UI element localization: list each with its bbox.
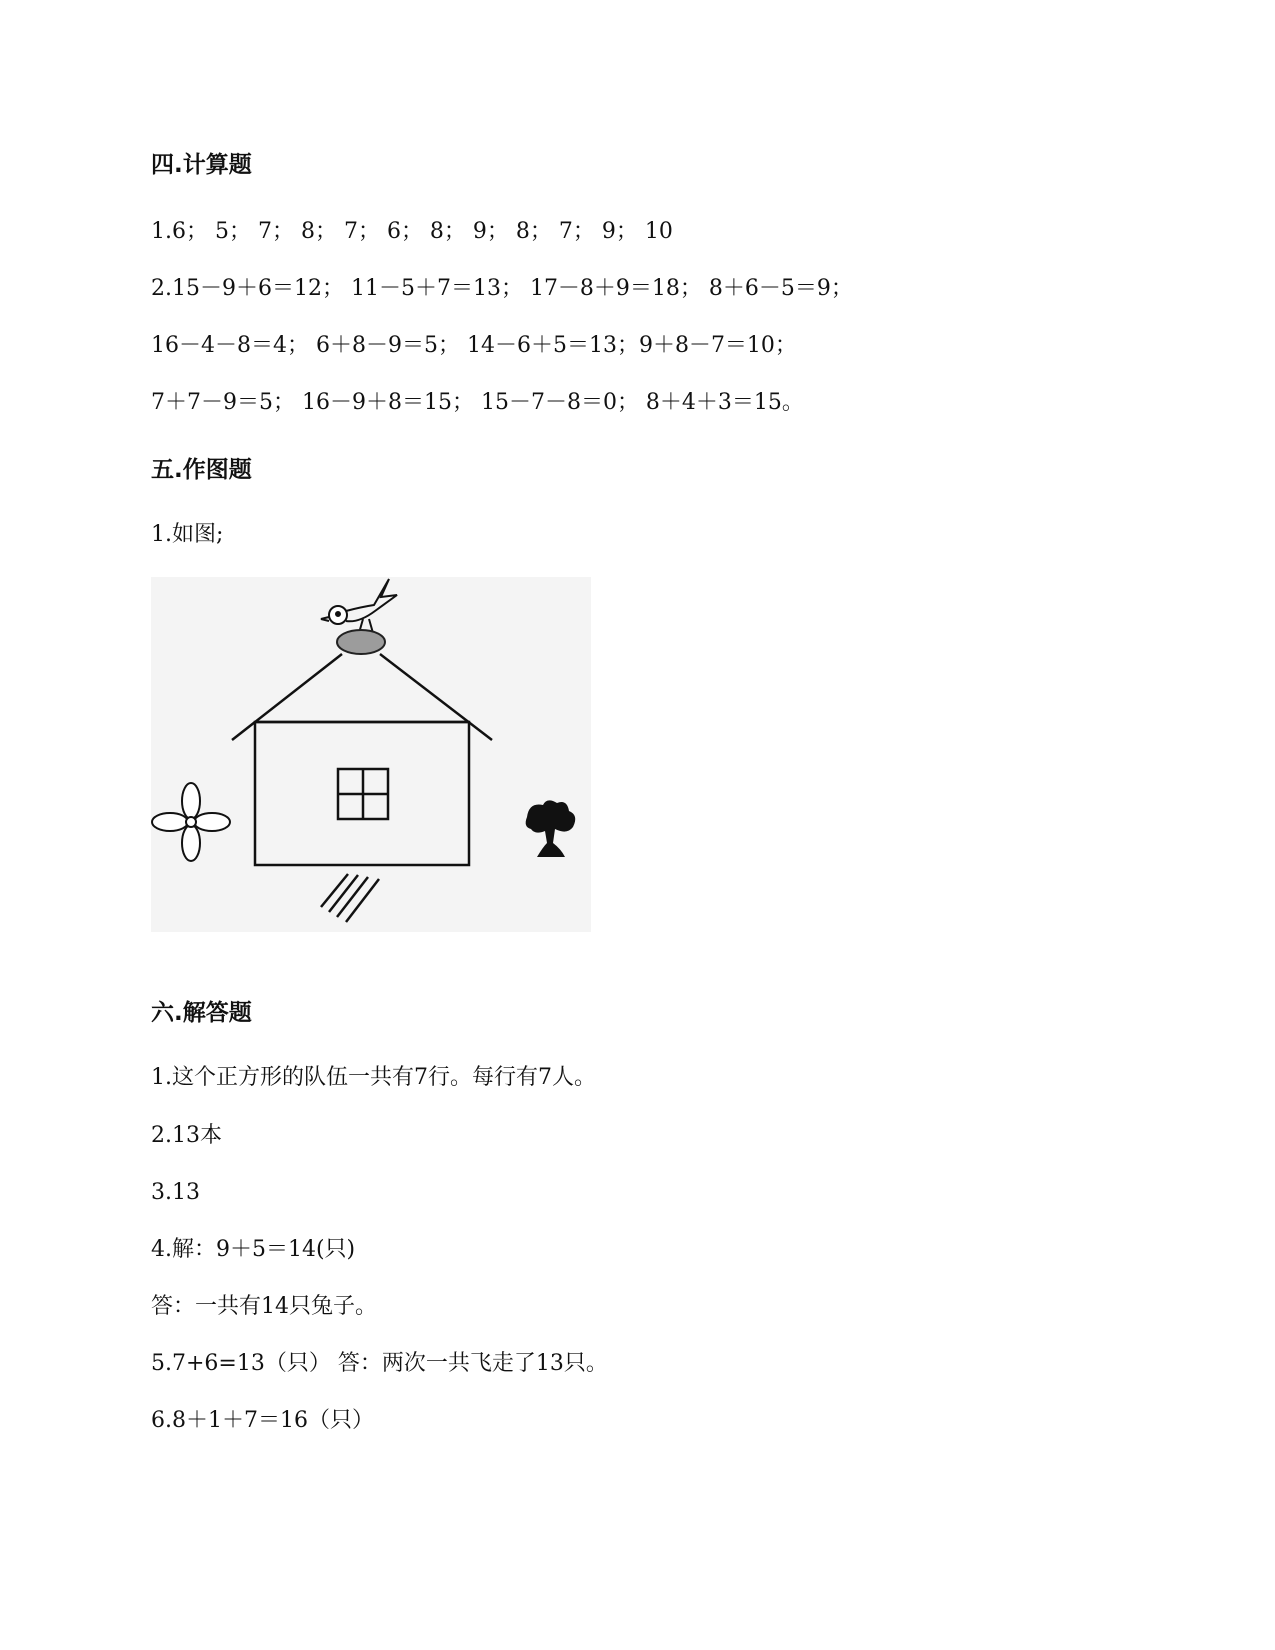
section-heading-drawing: 五.作图题 bbox=[151, 457, 252, 483]
answer-line: 1.如图; bbox=[151, 522, 224, 547]
answer-line: 7＋7－9＝5； 16－9＋8＝15； 15－7－8＝0； 8＋4＋3＝15。 bbox=[151, 390, 804, 415]
house-drawing bbox=[151, 577, 591, 932]
section-heading-solutions: 六.解答题 bbox=[151, 1000, 252, 1026]
tree-icon bbox=[526, 800, 576, 857]
answer-line: 1.这个正方形的队伍一共有7行。每行有7人。 bbox=[151, 1065, 596, 1090]
answer-line: 16－4－8＝4； 6＋8－9＝5； 14－6＋5＝13；9＋8－7＝10； bbox=[151, 333, 797, 358]
answer-line: 2.15－9＋6＝12； 11－5＋7＝13； 17－8＋9＝18； 8＋6－5＝9； bbox=[151, 276, 853, 301]
answer-line: 6.8＋1＋7＝16（只） bbox=[151, 1408, 374, 1433]
roof-oval bbox=[337, 630, 385, 654]
flower-icon bbox=[152, 783, 230, 861]
window-icon bbox=[338, 769, 388, 819]
answer-line: 2.13本 bbox=[151, 1123, 222, 1148]
path-lines-icon bbox=[321, 874, 379, 922]
answer-line: 4.解：9＋5＝14(只) bbox=[151, 1237, 356, 1262]
answer-line: 1.6； 5； 7； 8； 7； 6； 8； 9； 8； 7； 9； 10 bbox=[151, 219, 673, 244]
answer-line: 答：一共有14只兔子。 bbox=[151, 1294, 377, 1319]
bird-icon bbox=[321, 579, 397, 633]
house-figure bbox=[151, 577, 591, 932]
section-heading-calculation: 四.计算题 bbox=[151, 152, 252, 178]
answer-line: 5.7+6=13（只） 答：两次一共飞走了13只。 bbox=[151, 1351, 608, 1376]
answer-line: 3.13 bbox=[151, 1180, 200, 1205]
house-icon bbox=[232, 654, 492, 865]
